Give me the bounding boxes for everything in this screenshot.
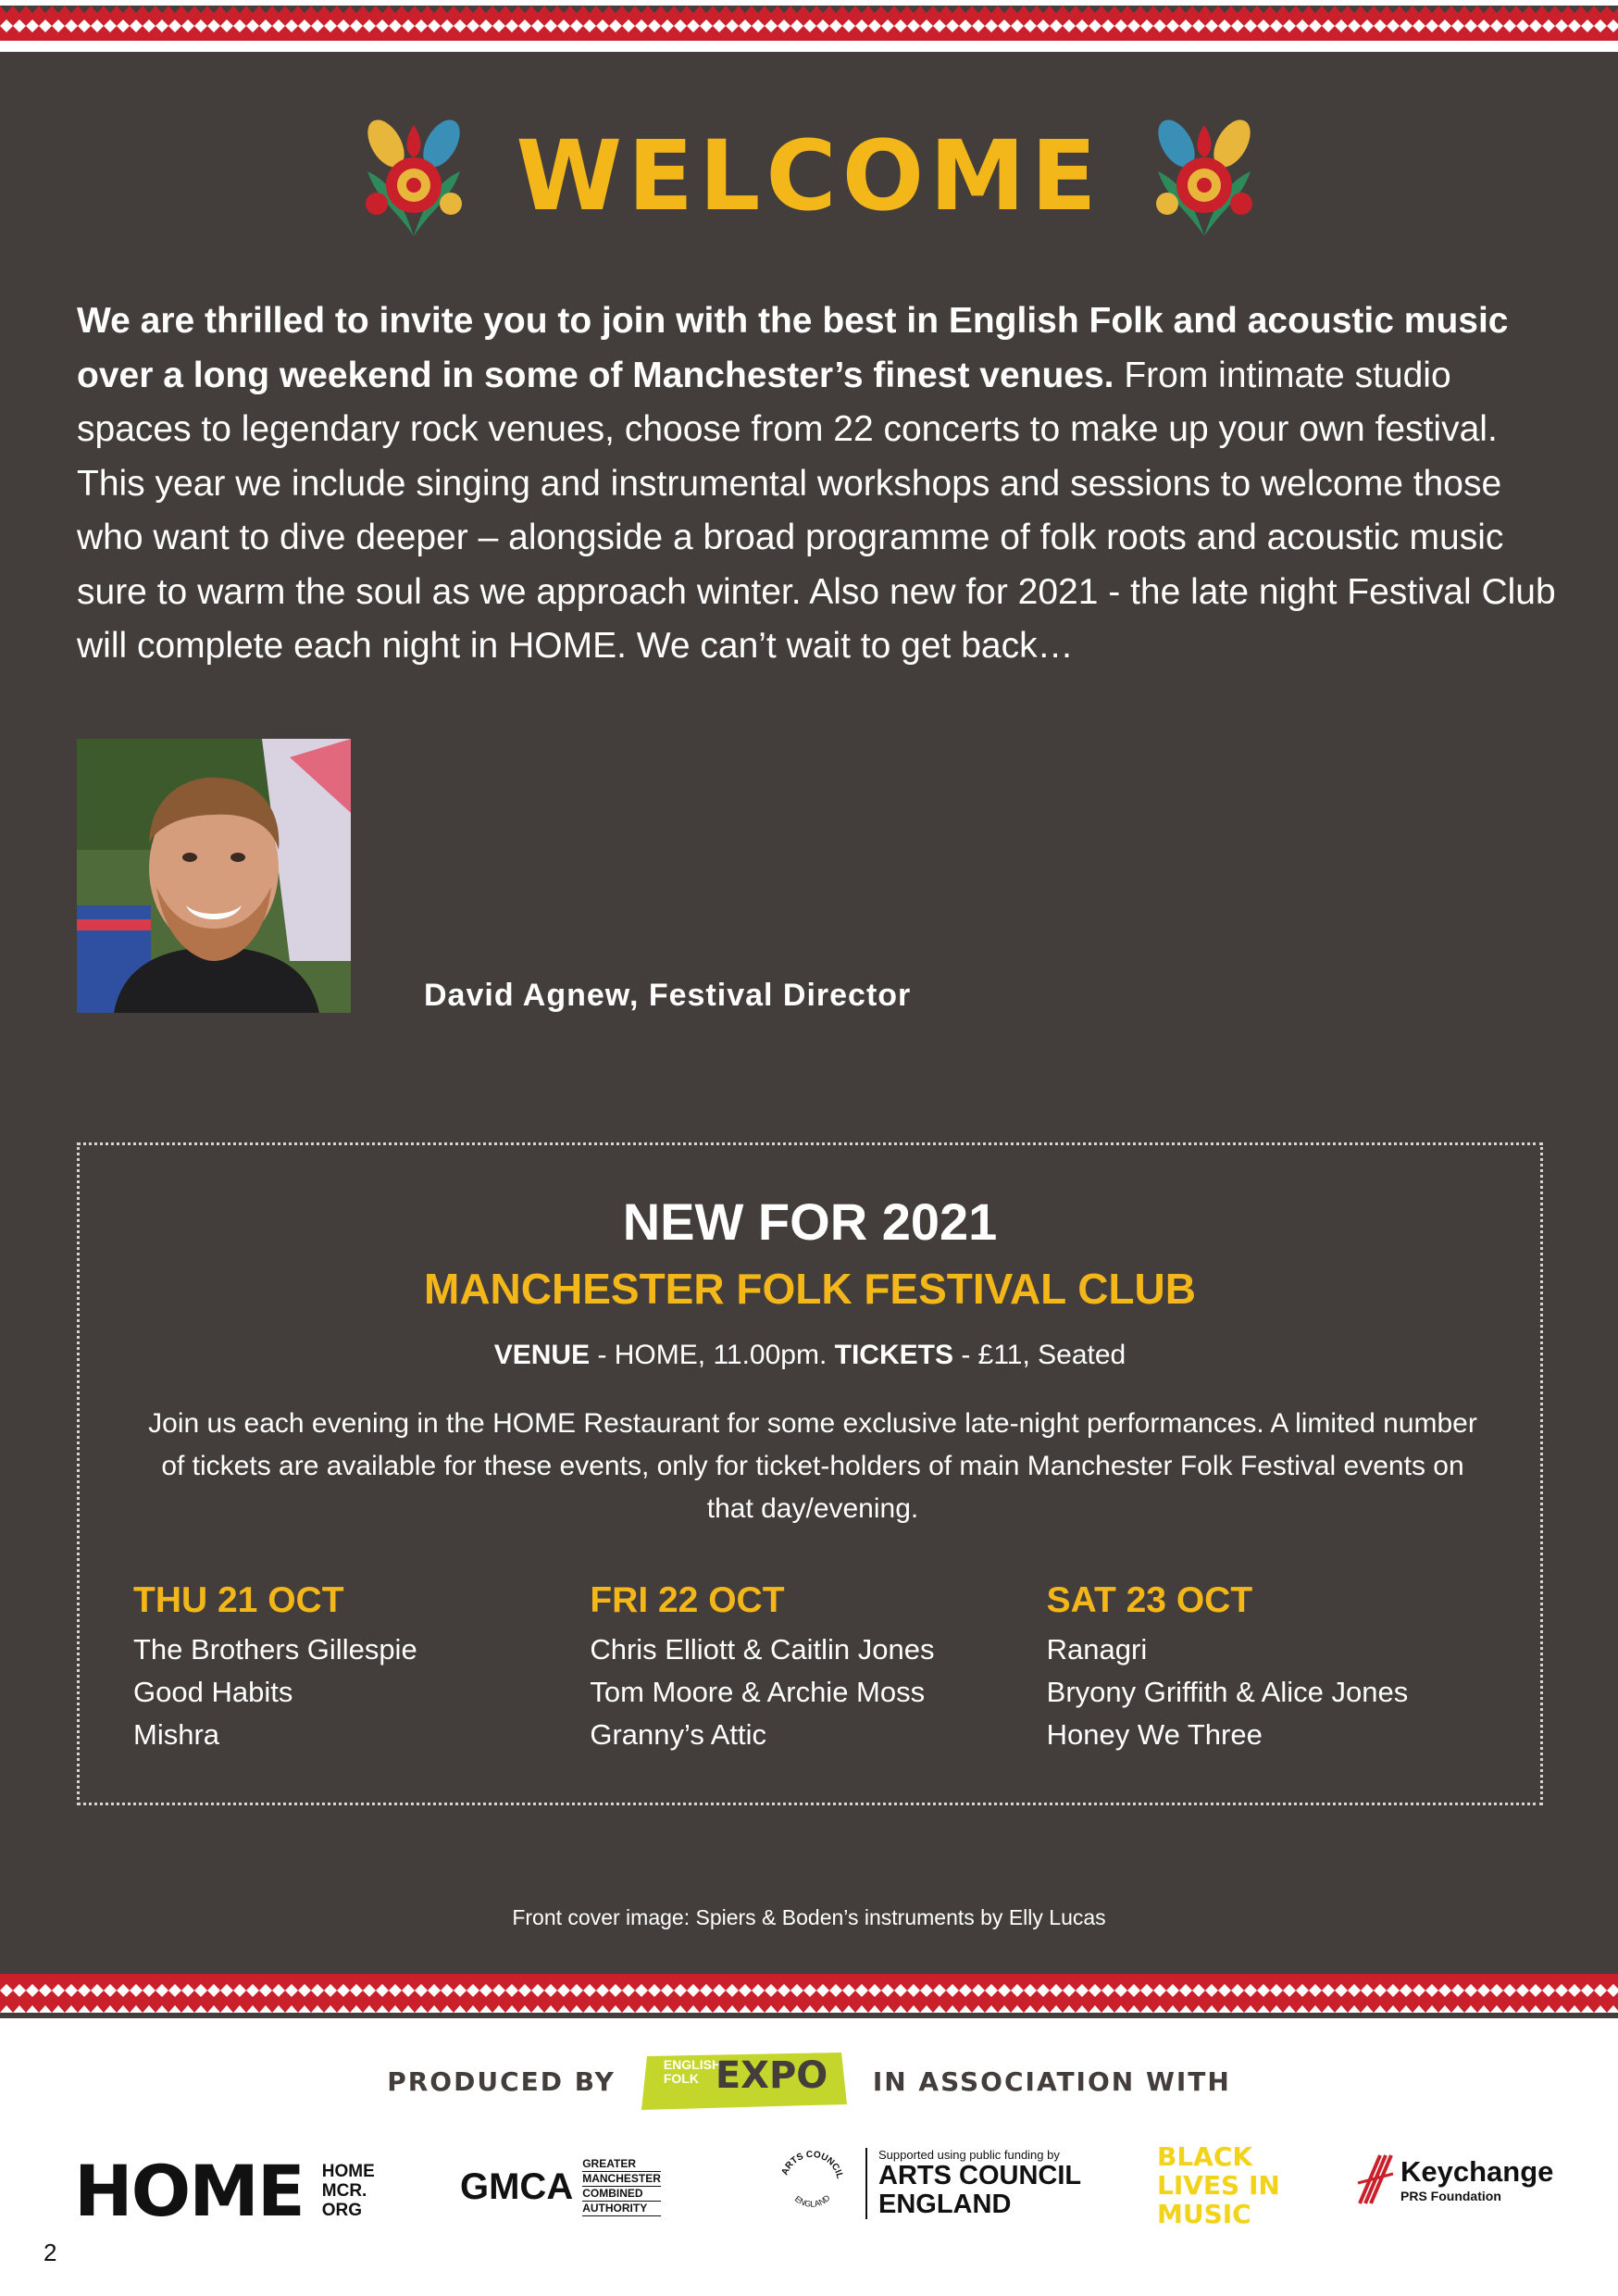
act-name: Tom Moore & Archie Moss [590,1676,926,1708]
produced-by-label: PRODUCED BY [387,2065,616,2097]
day-title: THU 21 OCT [133,1580,344,1620]
english-folk-expo-logo[interactable] [638,2049,851,2114]
act-name: Chris Elliott & Caitlin Jones [590,1633,935,1666]
welcome-header [0,102,1618,250]
act-name: Honey We Three [1046,1718,1263,1751]
svg-text:ARTS COUNCIL: ARTS COUNCIL [779,2149,845,2180]
festival-club-box [77,1142,1543,1805]
day-column [1047,1580,1503,1756]
bottom-decorative-border [0,1963,1618,2018]
director-photo [77,739,351,1013]
keychange-mark-icon [1356,2152,1395,2207]
club-subheading: MANCHESTER FOLK FESTIVAL CLUB [424,1265,1196,1313]
day-title: FRI 22 OCT [590,1580,785,1620]
expo-big-text: EXPO [715,2054,828,2097]
act-name: Granny’s Attic [590,1718,767,1751]
home-logo[interactable]: HOME HOME MCR. ORG [74,2150,375,2232]
day-title: SAT 23 OCT [1046,1580,1253,1620]
intro-paragraph [77,294,1558,674]
intro-body: From intimate studio spaces to legendary rock venues, choose from 22 concerts to make up your own festival. This year we include singing and instrumental workshops and sessions to welcome those who want to dive deeper – alongside a broad programme of folk roots and acoustic music sure to warm the soul as we approach winter. Also new for 2021 - the late night Festival Club will complete each night in HOME. We can’t wait to get back… [77,355,1556,666]
tickets-label: TICKETS [834,1340,953,1370]
day-column [133,1580,590,1756]
producer-row [0,2044,1618,2118]
arts-council-seal-icon [775,2146,849,2220]
director-caption: David Agnew, Festival Director [424,978,912,1013]
club-schedule [133,1580,1503,1756]
venue-text: - HOME, 11.00pm. [590,1340,835,1370]
welcome-title: WELCOME [516,119,1102,232]
club-description: Join us each evening in the HOME Restaurant for some exclusive late-night performances. A limited number of tickets are available for these events, only for ticket-holders of main Manchester Folk Festival events on that day/evening. [148,1408,1477,1524]
gmca-logo[interactable]: GMCA GREATER MANCHESTER COMBINED AUTHORITY [460,2157,661,2215]
floral-ornament-right-icon [1139,106,1269,245]
venue-label: VENUE [493,1340,591,1370]
act-name: Bryony Griffith & Alice Jones [1046,1676,1409,1708]
cover-credit: Front cover image: Spiers & Boden’s instruments by Elly Lucas [512,1905,1106,1929]
svg-text:ENGLAND: ENGLAND [792,2192,832,2209]
tickets-text: - £11, Seated [952,1340,1126,1370]
sponsor-logos [0,2129,1618,2259]
intro-lead: We are thrilled to invite you to join with the best in English Folk and acoustic music over a long weekend in some of Manchester’s finest venues. [77,301,1509,395]
act-name: Ranagri [1046,1633,1148,1666]
page-number: 2 [44,2239,57,2266]
arts-council-logo[interactable]: ARTS COUNCIL ENGLAND Supported using public funding by ARTS COUNCIL ENGLAND [775,2146,1081,2220]
club-venue-line [80,1340,1540,1371]
in-association-label: IN ASSOCIATION WITH [872,2065,1231,2097]
day-column [590,1580,1046,1756]
act-name: Good Habits [133,1676,293,1708]
black-lives-in-music-logo[interactable]: BLACK LIVES IN MUSIC [1157,2141,1280,2229]
club-heading: NEW FOR 2021 [622,1192,998,1251]
floral-ornament-left-icon [349,106,479,245]
top-decorative-border [0,0,1618,52]
act-name: The Brothers Gillespie [133,1633,417,1666]
expo-small-text: ENGLISH FOLK [663,2057,722,2086]
keychange-logo[interactable]: Keychange PRS Foundation [1356,2152,1553,2207]
act-name: Mishra [133,1718,220,1751]
